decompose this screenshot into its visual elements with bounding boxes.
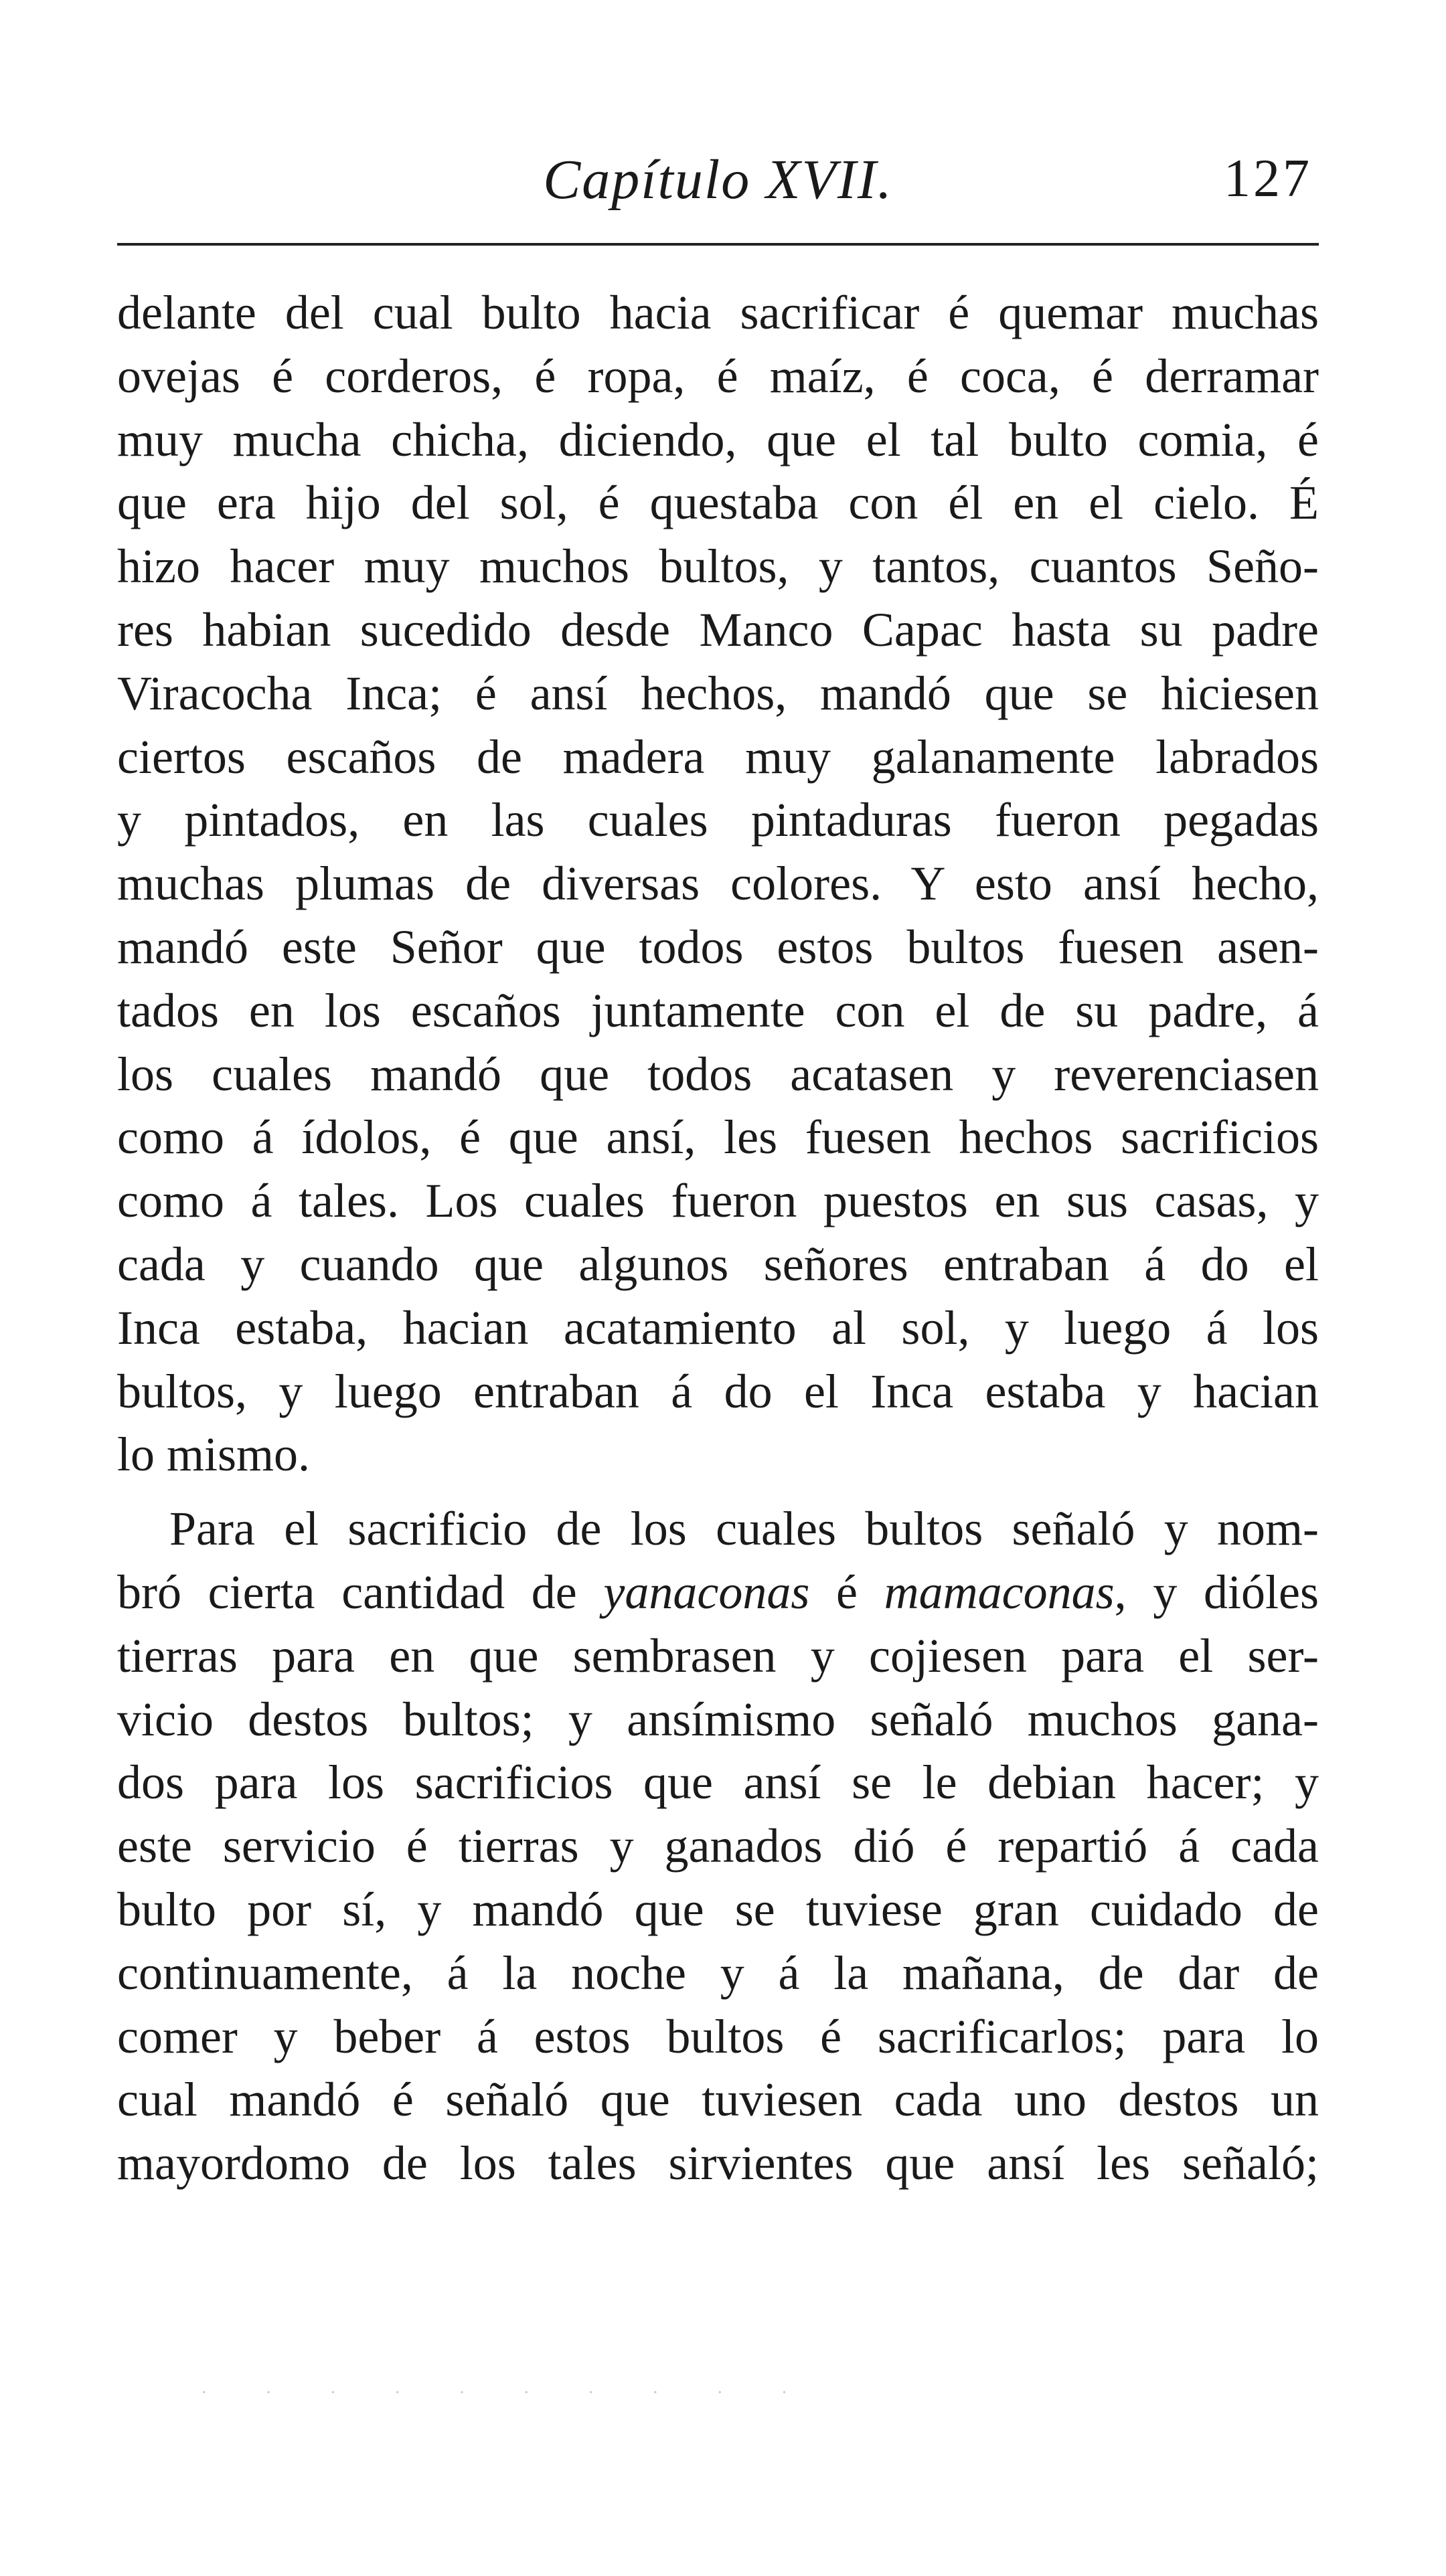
- text-line: continuamente, á la noche y á la mañana, de dar de: [117, 1946, 1319, 2000]
- text-line: y pintados, en las cuales pintaduras fueron pegadas: [117, 793, 1319, 847]
- text-line: los cuales mandó que todos acatasen y reverenciasen: [117, 1047, 1319, 1101]
- text-run: bró cierta cantidad de: [117, 1565, 604, 1619]
- text-line: comer y beber á estos bultos é sacrificarlos; para lo: [117, 2009, 1319, 2063]
- text-line-mixed: [117, 1561, 1319, 1624]
- text-line: cada y cuando que algunos señores entraban á do el: [117, 1237, 1319, 1291]
- text-line: tierras para en que sembrasen y cojiesen para el ser-: [117, 1628, 1319, 1683]
- text-line: Viracocha Inca; é ansí hechos, mandó que se hiciesen: [117, 666, 1319, 720]
- body-text: [117, 281, 1319, 2195]
- text-line: como á ídolos, é que ansí, les fuesen hechos sacrificios: [117, 1110, 1319, 1165]
- text-run: é: [809, 1565, 884, 1619]
- text-line: res habian sucedido desde Manco Capac hasta su padre: [117, 602, 1319, 657]
- text-line: hizo hacer muy muchos bultos, y tantos, cuantos Seño-: [117, 539, 1319, 594]
- text-line: mandó este Señor que todos estos bultos fuesen asen-: [117, 920, 1319, 974]
- text-line: lo mismo.: [117, 1428, 311, 1482]
- text-line: muchas plumas de diversas colores. Y esto ansí hecho,: [117, 857, 1319, 911]
- text-line: dos para los sacrificios que ansí se le debian hacer; y: [117, 1755, 1319, 1810]
- text-line: muy mucha chicha, diciendo, que el tal bulto comia, é: [117, 412, 1319, 466]
- text-line: bulto por sí, y mandó que se tuviese gran cuidado de: [117, 1882, 1319, 1936]
- text-line: ciertos escaños de madera muy galanamente labrados: [117, 729, 1319, 784]
- text-line: delante del cual bulto hacia sacrificar é quemar muchas: [117, 286, 1319, 339]
- running-title: Capítulo XVII.: [543, 149, 893, 211]
- text-run: , y dióles: [1114, 1565, 1319, 1619]
- italic-term-mamaconas: mamaconas: [884, 1565, 1115, 1619]
- text-line: este servicio é tierras y ganados dió é repartió á cada: [117, 1819, 1319, 1873]
- text-line: vicio destos bultos; y ansímismo señaló muchos gana-: [117, 1692, 1319, 1746]
- running-header: [117, 134, 1319, 214]
- header-rule: [117, 243, 1319, 246]
- paragraph-2: [117, 1497, 1319, 2195]
- text-line: ovejas é corderos, é ropa, é maíz, é coca, é derramar: [117, 349, 1319, 403]
- paragraph-1: [117, 281, 1319, 1486]
- text-line: tados en los escaños juntamente con el de su padre, á: [117, 983, 1319, 1037]
- paper-specks: · · · · · · · · · ·: [201, 2383, 815, 2403]
- text-line: que era hijo del sol, é questaba con él en el cielo. É: [117, 476, 1319, 530]
- text-line: Para el sacrificio de los cuales bultos señaló y nom-: [169, 1502, 1319, 1556]
- italic-term-yanaconas: yanaconas: [603, 1565, 810, 1619]
- text-line: como á tales. Los cuales fueron puestos en sus casas, y: [117, 1174, 1319, 1228]
- text-line: cual mandó é señaló que tuviesen cada uno destos un: [117, 2073, 1319, 2127]
- page-number: 127: [1224, 149, 1312, 208]
- text-line: mayordomo de los tales sirvientes que ansí les señaló;: [117, 2136, 1319, 2191]
- text-line: bultos, y luego entraban á do el Inca estaba y hacian: [117, 1364, 1319, 1418]
- text-line: Inca estaba, hacian acatamiento al sol, y luego á los: [117, 1300, 1319, 1355]
